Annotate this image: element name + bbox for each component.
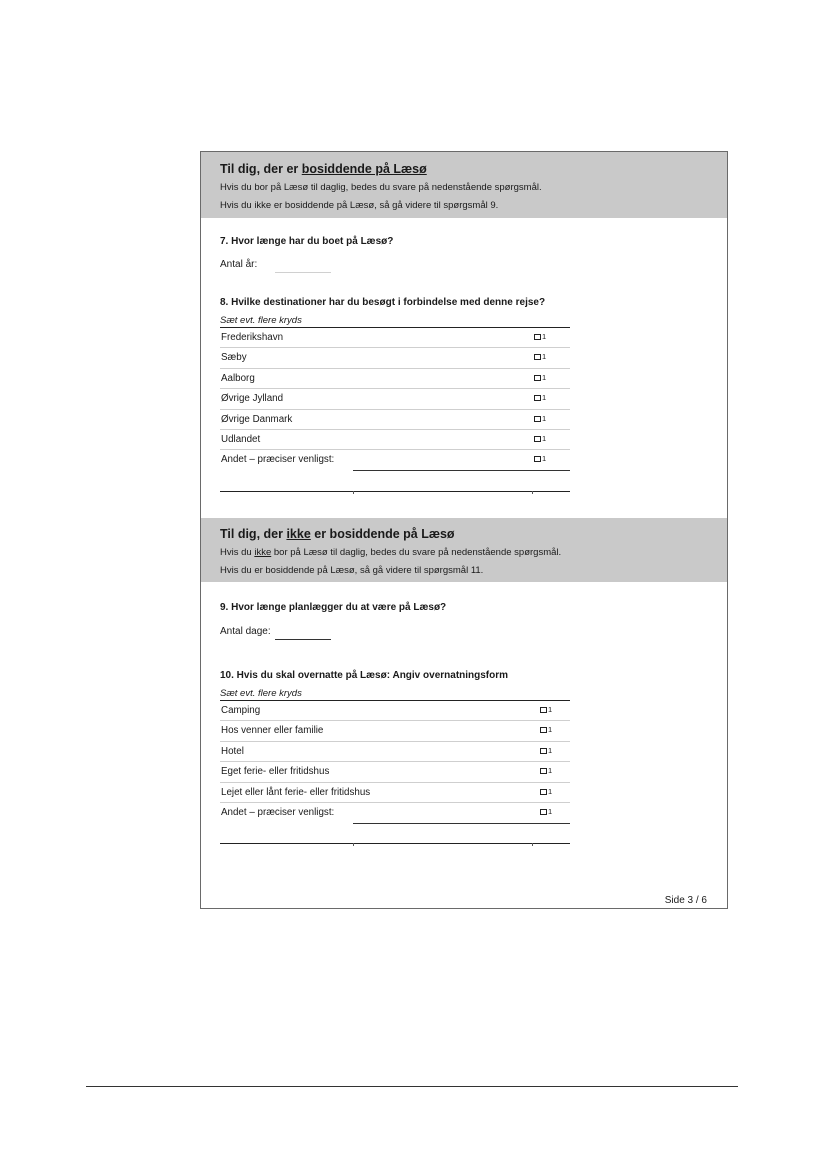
option-row: Hotel 1 <box>220 742 570 762</box>
q8-options <box>220 327 570 492</box>
section-header-visitors <box>201 518 727 582</box>
option-row: Aalborg 1 <box>220 369 570 389</box>
checkbox[interactable] <box>534 354 541 360</box>
option-row: Camping 1 <box>220 701 570 721</box>
question-7-title: 7. Hvor længe har du boet på Læsø? <box>220 236 394 247</box>
option-row: Øvrige Jylland 1 <box>220 389 570 409</box>
q9-days-field[interactable] <box>275 639 331 640</box>
section-instruction: Hvis du ikke bor på Læsø til daglig, bedes du svare på nedenstående spørgsmål. <box>220 547 562 558</box>
question-10-title: 10. Hvis du skal overnatte på Læsø: Angiv overnatningsform <box>220 670 509 681</box>
checkbox[interactable] <box>540 727 547 733</box>
option-row-other: Andet – præciser venligst: 1 <box>220 803 570 823</box>
q10-hint: Sæt evt. flere kryds <box>220 688 302 699</box>
checkbox[interactable] <box>534 416 541 422</box>
checkbox[interactable] <box>534 375 541 381</box>
footer-divider <box>86 1086 738 1087</box>
checkbox[interactable] <box>540 809 547 815</box>
checkbox[interactable] <box>540 789 547 795</box>
option-row-other: Andet – præciser venligst: 1 <box>220 450 570 470</box>
q7-years-label: Antal år: <box>220 259 258 270</box>
q8-hint: Sæt evt. flere kryds <box>220 315 302 326</box>
option-row: Øvrige Danmark 1 <box>220 410 570 430</box>
option-row: Udlandet 1 <box>220 430 570 450</box>
q10-options <box>220 700 570 844</box>
checkbox[interactable] <box>540 768 547 774</box>
question-9-title: 9. Hvor længe planlægger du at være på Læsø? <box>220 602 447 613</box>
q9-days-label: Antal dage: <box>220 626 271 637</box>
checkbox[interactable] <box>534 395 541 401</box>
questionnaire-page <box>200 151 728 909</box>
checkbox[interactable] <box>534 334 541 340</box>
checkbox[interactable] <box>540 707 547 713</box>
option-row: Sæby 1 <box>220 348 570 368</box>
section-title: Til dig, der er bosiddende på Læsø <box>220 162 427 176</box>
section-title: Til dig, der ikke er bosiddende på Læsø <box>220 527 455 541</box>
checkbox[interactable] <box>540 748 547 754</box>
option-row: Frederikshavn 1 <box>220 328 570 348</box>
question-8-title: 8. Hvilke destinationer har du besøgt i forbindelse med denne rejse? <box>220 297 546 308</box>
section-header-residents <box>201 152 727 218</box>
checkbox[interactable] <box>534 436 541 442</box>
page-number: Side 3 / 6 <box>664 895 707 906</box>
other-text-field-extra[interactable] <box>220 823 570 844</box>
section-instruction: Hvis du er bosiddende på Læsø, så gå videre til spørgsmål 11. <box>220 565 484 576</box>
option-row: Lejet eller lånt ferie- eller fritidshus 1 <box>220 783 570 803</box>
checkbox[interactable] <box>534 456 541 462</box>
option-row: Eget ferie- eller fritidshus 1 <box>220 762 570 782</box>
section-instruction: Hvis du ikke er bosiddende på Læsø, så gå videre til spørgsmål 9. <box>220 200 499 211</box>
other-text-field-extra[interactable] <box>220 471 570 492</box>
option-row: Hos venner eller familie 1 <box>220 721 570 741</box>
q7-years-field[interactable] <box>275 272 331 273</box>
section-instruction: Hvis du bor på Læsø til daglig, bedes du svare på nedenstående spørgsmål. <box>220 182 542 193</box>
